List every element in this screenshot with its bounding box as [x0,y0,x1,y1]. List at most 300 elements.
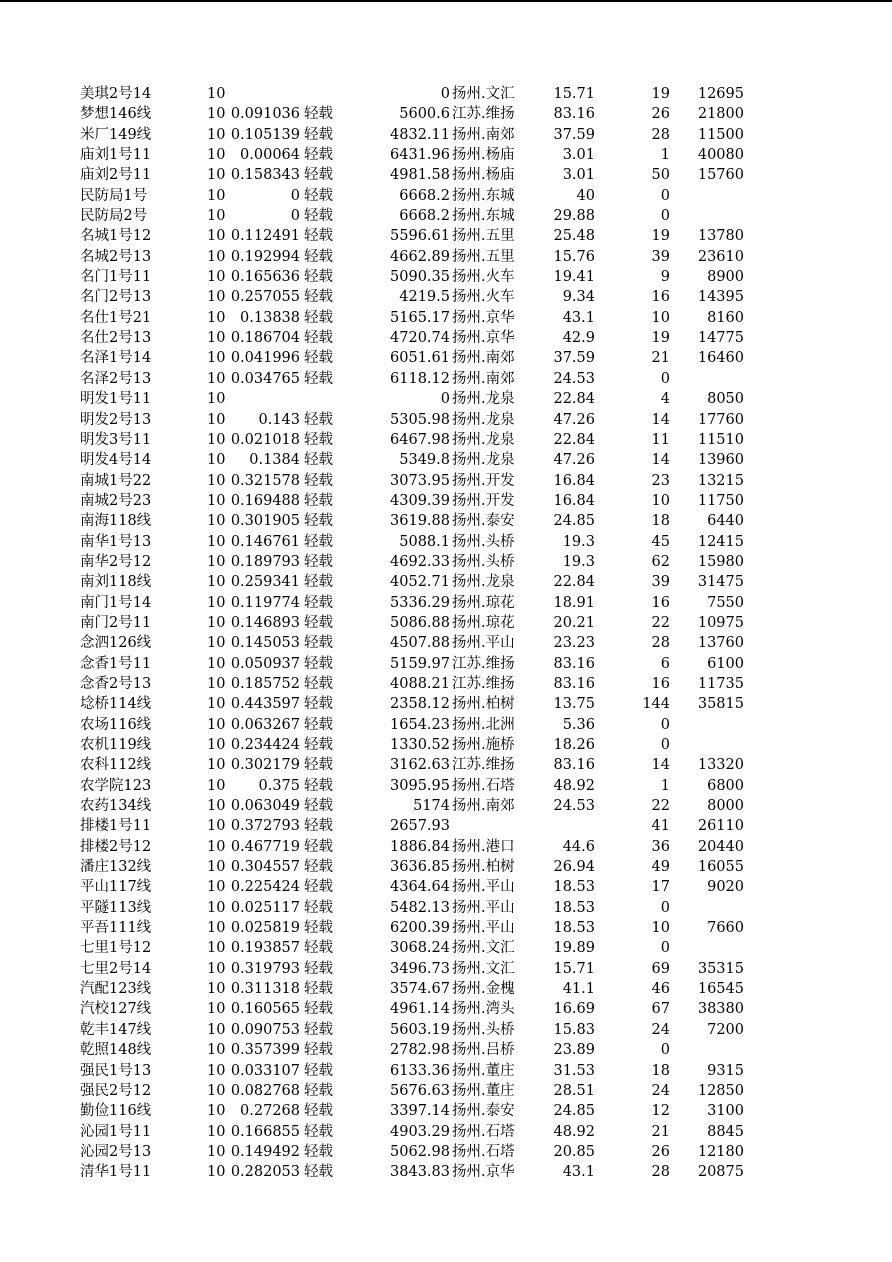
voltage-cell: 10 [207,1082,226,1099]
value-cell: 3068.24 [390,940,450,957]
line-name-cell: 梦想146线 [80,106,151,123]
load-status-cell: 轻载 [304,1123,333,1140]
value-cell: 5088.1 [399,533,450,550]
load-status-cell: 轻载 [304,737,333,753]
load-status-cell: 轻载 [304,899,333,916]
count-cell: 19 [651,228,670,245]
table-row [0,1142,892,1162]
value-cell: 5062.98 [390,1143,450,1160]
distance-cell [530,816,595,836]
load-ratio-cell: 0.021018 [230,431,300,448]
distance-cell: 23.23 [553,635,595,652]
count-cell: 19 [651,86,670,102]
value-cell: 3574.67 [390,981,450,998]
line-name-cell: 平吾111线 [80,920,151,937]
capacity-cell [680,898,744,918]
load-status-cell: 轻载 [304,472,333,489]
location-cell: 扬州.柏树 [452,696,515,713]
line-name-cell: 南华2号12 [80,553,151,570]
count-cell: 18 [651,1062,670,1079]
count-cell: 24 [651,1082,670,1099]
load-status-cell: 轻载 [304,269,333,286]
location-cell: 扬州.平山 [452,879,515,896]
load-status-cell: 轻载 [304,635,333,652]
location-cell: 江苏.维扬 [452,106,515,123]
table-row [0,959,892,979]
load-ratio-cell [226,84,300,104]
table-row [0,816,892,836]
line-name-cell: 农学院123 [80,777,151,794]
count-cell: 144 [642,696,670,713]
line-name-cell: 南门1号14 [80,594,151,611]
voltage-cell: 10 [207,472,226,489]
load-status-cell: 轻载 [304,248,333,265]
voltage-cell: 10 [207,655,226,672]
location-cell: 扬州.港口 [452,838,515,855]
location-cell: 扬州.火车 [452,269,515,286]
location-cell: 扬州.龙泉 [452,411,515,428]
table-row [0,491,892,511]
load-status-cell: 轻载 [304,940,333,957]
voltage-cell: 10 [207,940,226,957]
load-ratio-cell: 0.193857 [230,940,300,957]
count-cell: 26 [651,106,670,123]
value-cell: 4961.14 [390,1001,450,1018]
distance-cell: 48.92 [553,777,595,794]
load-status-cell: 轻载 [304,594,333,611]
distance-cell: 15.71 [553,86,595,102]
load-status-cell: 轻载 [304,1103,333,1120]
load-ratio-cell: 0 [290,208,300,225]
line-name-cell: 沁园2号13 [80,1143,151,1160]
count-cell: 69 [651,960,670,977]
load-status-cell: 轻载 [304,716,333,733]
table-row [0,247,892,267]
load-ratio-cell: 0.033107 [230,1062,300,1079]
count-cell: 0 [660,940,670,957]
load-status-cell: 轻载 [304,208,333,225]
distance-cell: 26.94 [553,859,595,876]
count-cell: 10 [651,920,670,937]
count-cell: 0 [660,208,670,225]
table-row [0,186,892,206]
capacity-cell: 20875 [697,1164,744,1181]
distance-cell: 18.53 [553,920,595,937]
table-row [0,165,892,185]
count-cell: 14 [651,452,670,469]
distance-cell: 22.84 [553,574,595,591]
page-top-border [0,0,892,2]
table-row [0,1122,892,1142]
voltage-cell: 10 [207,330,226,347]
distance-cell: 22.84 [553,391,595,408]
line-name-cell: 沁园1号11 [80,1123,151,1140]
table-row [0,674,892,694]
line-name-cell: 美琪2号14 [80,86,151,102]
load-ratio-cell [226,389,300,409]
line-name-cell: 名门2号13 [80,289,151,306]
table-row [0,796,892,816]
capacity-cell: 11750 [697,492,744,509]
capacity-cell: 8900 [707,269,744,286]
count-cell: 28 [651,635,670,652]
voltage-cell: 10 [207,1143,226,1160]
voltage-cell: 10 [207,1103,226,1120]
load-ratio-cell: 0.304557 [230,859,300,876]
value-cell: 1886.84 [390,838,450,855]
distance-cell: 16.84 [553,492,595,509]
capacity-cell: 16460 [697,350,744,367]
load-status-cell: 轻载 [304,798,333,815]
location-cell: 扬州.平山 [452,899,515,916]
value-cell: 1654.23 [390,716,450,733]
voltage-cell: 10 [207,675,226,692]
load-ratio-cell: 0.146893 [230,614,300,631]
voltage-cell: 10 [207,1021,226,1038]
voltage-cell: 10 [207,106,226,123]
line-name-cell: 南华1号13 [80,533,151,550]
location-cell: 扬州.泰安 [452,1103,515,1120]
voltage-cell: 10 [207,208,226,225]
location-cell: 江苏.维扬 [452,675,515,692]
location-cell: 扬州.泰安 [452,513,515,530]
location-cell: 扬州.京华 [452,309,515,326]
line-name-cell: 清华1号11 [80,1164,151,1181]
table-row [0,1081,892,1101]
value-cell: 3162.63 [390,757,450,774]
table-row [0,84,892,104]
value-cell: 3073.95 [390,472,450,489]
line-name-cell: 农机119线 [80,737,151,753]
value-cell: 3843.83 [390,1164,450,1181]
value-cell: 5596.61 [390,228,450,245]
load-ratio-cell: 0.145053 [230,635,300,652]
line-name-cell: 南城1号22 [80,472,151,489]
count-cell: 36 [651,838,670,855]
capacity-cell: 15980 [697,553,744,570]
distance-cell: 19.89 [553,940,595,957]
line-name-cell: 农药134线 [80,798,151,815]
value-cell: 4088.21 [390,675,450,692]
load-status-cell: 轻载 [304,411,333,428]
location-cell: 扬州.平山 [452,920,515,937]
distance-cell: 20.21 [553,614,595,631]
load-status-cell [304,84,340,104]
load-ratio-cell: 0.259341 [230,574,300,591]
line-name-cell: 米厂149线 [80,126,151,143]
capacity-cell: 8000 [707,798,744,815]
value-cell: 3095.95 [390,777,450,794]
value-cell: 0 [440,391,450,408]
distance-cell: 18.53 [553,899,595,916]
load-ratio-cell: 0.143 [258,411,300,428]
voltage-cell: 10 [207,838,226,855]
load-ratio-cell: 0.091036 [230,106,300,123]
load-status-cell: 轻载 [304,370,333,387]
table-row [0,369,892,389]
value-cell: 5086.88 [390,614,450,631]
load-status-cell: 轻载 [304,106,333,123]
load-ratio-cell: 0.321578 [230,472,300,489]
capacity-cell: 35815 [697,696,744,713]
location-cell: 扬州.董庄 [452,1082,515,1099]
value-cell: 5676.63 [390,1082,450,1099]
table-row [0,857,892,877]
table-row [0,226,892,246]
location-cell: 扬州.石塔 [452,1123,515,1140]
line-name-cell: 念泗126线 [80,635,151,652]
load-status-cell: 轻载 [304,350,333,367]
line-name-cell: 乾丰147线 [80,1021,151,1038]
capacity-cell: 23610 [697,248,744,265]
line-name-cell: 汽配123线 [80,981,151,998]
value-cell: 6133.36 [390,1062,450,1079]
load-ratio-cell: 0.357399 [230,1042,300,1059]
load-status-cell: 轻载 [304,1021,333,1038]
location-cell: 扬州.京华 [452,1164,515,1181]
distance-cell: 18.26 [553,737,595,753]
value-cell: 4052.71 [390,574,450,591]
load-status-cell: 轻载 [304,330,333,347]
load-status-cell: 轻载 [304,1001,333,1018]
voltage-cell: 10 [207,879,226,896]
load-status-cell: 轻载 [304,187,333,204]
location-cell: 扬州.石塔 [452,1143,515,1160]
load-ratio-cell: 0.160565 [230,1001,300,1018]
location-cell: 扬州.开发 [452,472,515,489]
count-cell: 22 [651,614,670,631]
value-cell: 6200.39 [390,920,450,937]
location-cell: 扬州.文汇 [452,86,515,102]
location-cell: 扬州.石塔 [452,777,515,794]
load-ratio-cell: 0.034765 [230,370,300,387]
load-status-cell: 轻载 [304,513,333,530]
value-cell: 3619.88 [390,513,450,530]
voltage-cell: 10 [207,696,226,713]
distance-cell: 48.92 [553,1123,595,1140]
capacity-cell: 31475 [697,574,744,591]
table-row [0,776,892,796]
count-cell: 21 [651,1123,670,1140]
line-name-cell: 排楼1号11 [80,818,151,835]
location-cell: 扬州.东城 [452,208,515,225]
value-cell: 5305.98 [390,411,450,428]
table-row [0,694,892,714]
distance-cell: 83.16 [553,757,595,774]
voltage-cell: 10 [207,859,226,876]
line-name-cell: 庙刘1号11 [80,147,151,164]
voltage-cell: 10 [207,126,226,143]
voltage-cell: 10 [207,635,226,652]
distance-cell: 5.36 [562,716,595,733]
voltage-cell: 10 [207,309,226,326]
value-cell: 2657.93 [390,818,450,835]
load-status-cell: 轻载 [304,655,333,672]
voltage-cell: 10 [207,798,226,815]
capacity-cell [680,206,744,226]
line-name-cell: 名仕1号21 [80,309,151,326]
count-cell: 6 [660,655,670,672]
spreadsheet-table [0,84,892,1183]
table-row [0,837,892,857]
load-ratio-cell: 0.192994 [230,248,300,265]
capacity-cell: 6100 [707,655,744,672]
capacity-cell: 14775 [697,330,744,347]
location-cell: 扬州.南郊 [452,350,515,367]
load-ratio-cell: 0.189793 [230,553,300,570]
count-cell: 26 [651,1143,670,1160]
value-cell: 6467.98 [390,431,450,448]
line-name-cell: 名城2号13 [80,248,151,265]
load-status-cell: 轻载 [304,1143,333,1160]
load-ratio-cell: 0.149492 [230,1143,300,1160]
load-ratio-cell: 0.443597 [230,696,300,713]
distance-cell: 15.83 [553,1021,595,1038]
count-cell: 1 [660,777,670,794]
line-name-cell: 念香1号11 [80,655,151,672]
load-status-cell: 轻载 [304,879,333,896]
count-cell: 11 [651,431,670,448]
line-name-cell: 明发3号11 [80,431,151,448]
capacity-cell: 7200 [707,1021,744,1038]
line-name-cell: 强民1号13 [80,1062,151,1079]
load-ratio-cell: 0.166855 [230,1123,300,1140]
voltage-cell: 10 [207,737,226,753]
location-cell: 江苏.维扬 [452,757,515,774]
value-cell: 3496.73 [390,960,450,977]
count-cell: 62 [651,553,670,570]
location-cell: 扬州.京华 [452,330,515,347]
capacity-cell [680,186,744,206]
load-ratio-cell: 0.225424 [230,879,300,896]
distance-cell: 15.71 [553,960,595,977]
voltage-cell: 10 [207,187,226,204]
table-row [0,735,892,755]
load-ratio-cell: 0.27268 [240,1103,300,1120]
load-ratio-cell: 0.234424 [230,737,300,753]
location-cell: 扬州.金槐 [452,981,515,998]
distance-cell: 43.1 [562,1164,595,1181]
location-cell: 扬州.南郊 [452,798,515,815]
count-cell: 10 [651,309,670,326]
distance-cell: 28.51 [553,1082,595,1099]
count-cell: 49 [651,859,670,876]
count-cell: 14 [651,411,670,428]
voltage-cell: 10 [207,86,226,102]
voltage-cell: 10 [207,492,226,509]
load-ratio-cell: 0.050937 [230,655,300,672]
load-ratio-cell: 0.13838 [240,309,300,326]
load-ratio-cell: 0.119774 [230,594,300,611]
value-cell: 2782.98 [390,1042,450,1059]
location-cell: 扬州.北洲 [452,716,515,733]
table-row [0,918,892,938]
voltage-cell: 10 [207,553,226,570]
table-row [0,633,892,653]
location-cell: 扬州.头桥 [452,1021,515,1038]
table-row [0,715,892,735]
voltage-cell: 10 [207,1062,226,1079]
value-cell: 5336.29 [390,594,450,611]
load-ratio-cell: 0.375 [258,777,300,794]
location-cell: 扬州.南郊 [452,126,515,143]
capacity-cell: 11735 [697,675,744,692]
table-row [0,511,892,531]
table-row [0,145,892,165]
table-row [0,348,892,368]
distance-cell: 83.16 [553,675,595,692]
load-status-cell: 轻载 [304,920,333,937]
load-status-cell: 轻载 [304,960,333,977]
capacity-cell: 14395 [697,289,744,306]
location-cell [452,816,523,836]
distance-cell: 40 [576,187,595,204]
location-cell: 扬州.文汇 [452,960,515,977]
distance-cell: 22.84 [553,431,595,448]
load-ratio-cell: 0.082768 [230,1082,300,1099]
voltage-cell: 10 [207,411,226,428]
line-name-cell: 潘庄132线 [80,859,151,876]
capacity-cell: 17760 [697,411,744,428]
distance-cell: 23.89 [553,1042,595,1059]
load-status-cell: 轻载 [304,1042,333,1059]
value-cell: 4720.74 [390,330,450,347]
load-status-cell: 轻载 [304,838,333,855]
location-cell: 扬州.杨庙 [452,167,515,184]
voltage-cell: 10 [207,1164,226,1181]
line-name-cell: 七里2号14 [80,960,151,977]
line-name-cell: 汽校127线 [80,1001,151,1018]
load-status-cell: 轻载 [304,818,333,835]
value-cell: 5159.97 [390,655,450,672]
load-status-cell: 轻载 [304,777,333,794]
capacity-cell: 7550 [707,594,744,611]
load-ratio-cell: 0.146761 [230,533,300,550]
count-cell: 1 [660,147,670,164]
capacity-cell: 12415 [697,533,744,550]
load-status-cell: 轻载 [304,757,333,774]
distance-cell: 42.9 [562,330,595,347]
load-status-cell [304,389,340,409]
table-row [0,308,892,328]
load-ratio-cell: 0.257055 [230,289,300,306]
voltage-cell: 10 [207,269,226,286]
distance-cell: 31.53 [553,1062,595,1079]
count-cell: 46 [651,981,670,998]
capacity-cell: 6440 [707,513,744,530]
count-cell: 0 [660,370,670,387]
table-row [0,755,892,775]
capacity-cell: 40080 [697,147,744,164]
table-row [0,1162,892,1182]
value-cell: 4981.58 [390,167,450,184]
capacity-cell: 3100 [707,1103,744,1120]
line-name-cell: 强民2号12 [80,1082,151,1099]
location-cell: 扬州.董庄 [452,1062,515,1079]
location-cell: 扬州.吕桥 [452,1042,515,1059]
capacity-cell [680,735,744,755]
voltage-cell: 10 [207,1001,226,1018]
capacity-cell: 13320 [697,757,744,774]
value-cell: 4832.11 [390,126,450,143]
value-cell: 5349.8 [399,452,450,469]
capacity-cell: 16055 [697,859,744,876]
location-cell: 江苏.维扬 [452,655,515,672]
line-name-cell: 七里1号12 [80,940,151,957]
distance-cell: 44.6 [562,838,595,855]
voltage-cell: 10 [207,981,226,998]
load-status-cell: 轻载 [304,452,333,469]
